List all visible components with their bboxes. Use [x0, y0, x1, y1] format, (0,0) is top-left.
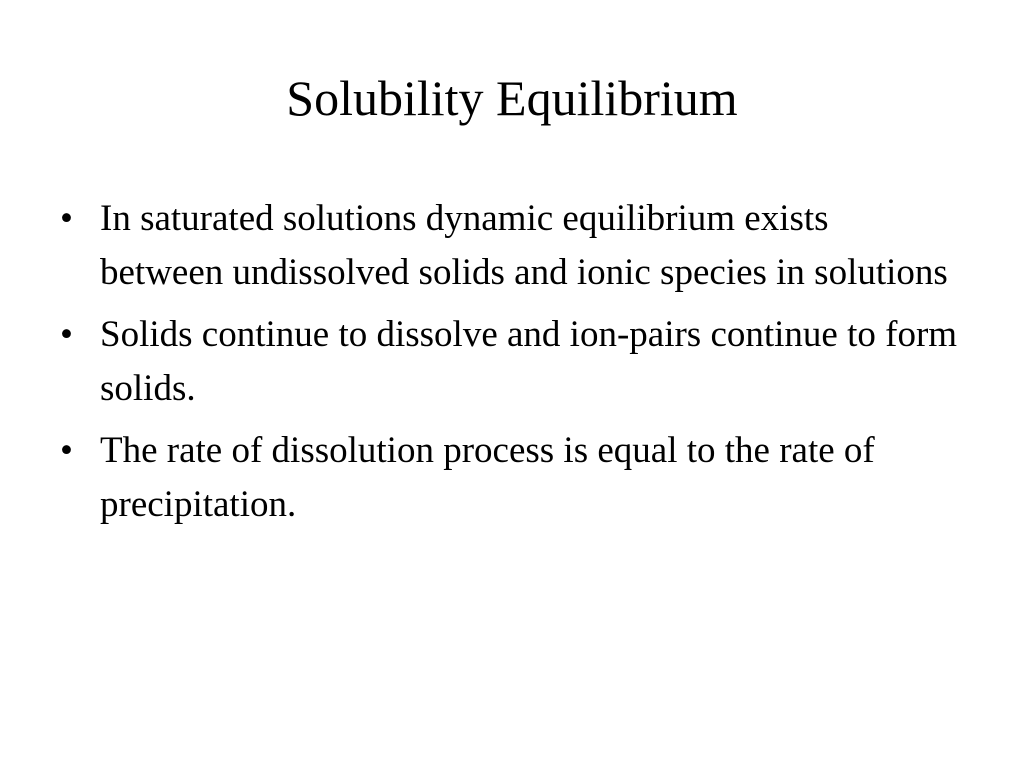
bullet-text: The rate of dissolution process is equal to the rate of precipitation.: [100, 430, 875, 525]
bullet-marker: •: [60, 314, 73, 355]
bullet-text: In saturated solutions dynamic equilibrium exists between undissolved solids and ionic species in solutions: [100, 198, 948, 293]
bullet-text: Solids continue to dissolve and ion-pairs continue to form solids.: [100, 314, 958, 409]
slide-title: Solubility Equilibrium: [286, 70, 738, 126]
bullet-list: [60, 192, 960, 540]
bullet-marker: •: [60, 198, 73, 239]
bullet-marker: •: [60, 430, 73, 471]
bullet-item: [60, 308, 960, 416]
bullet-item: [60, 424, 960, 532]
bullet-item: [60, 192, 960, 300]
